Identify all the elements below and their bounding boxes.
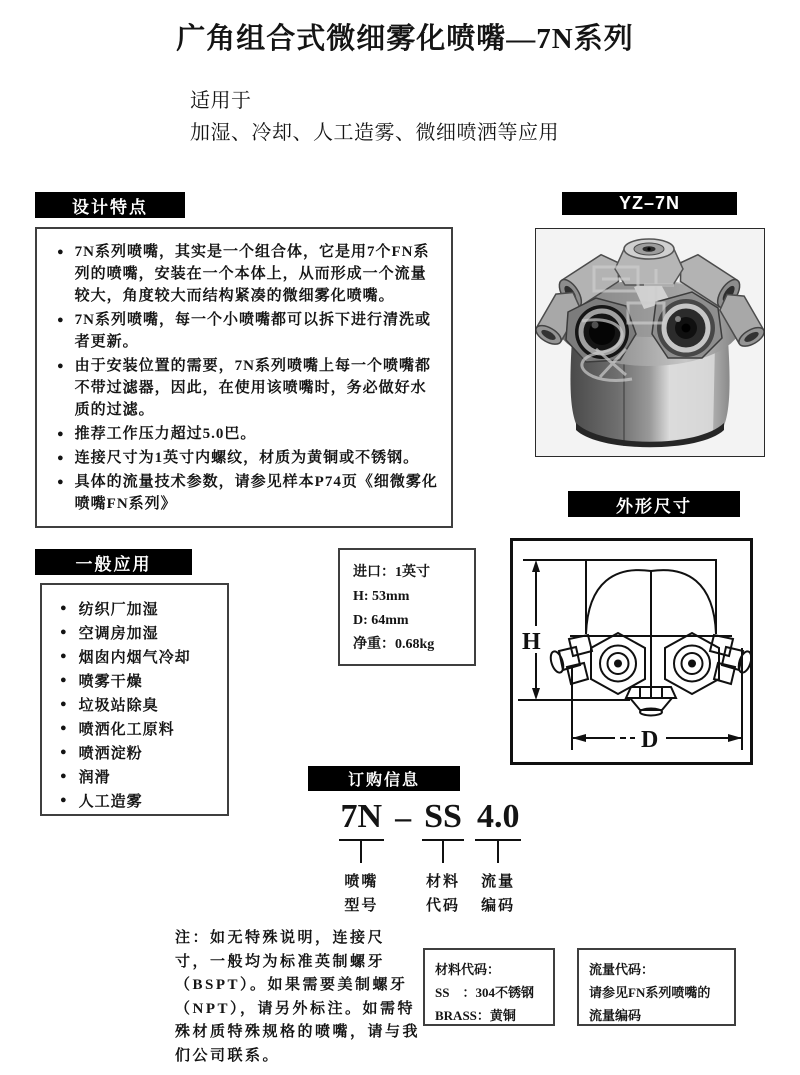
application-text: 空调房加湿 — [78, 625, 159, 642]
section-header-label: 设计特点 — [72, 197, 148, 217]
application-item — [60, 788, 227, 812]
footnote-line: （BSPT）。如果需要美制螺牙 — [175, 977, 408, 993]
ordering-code-part-material — [422, 800, 464, 918]
application-item — [60, 740, 227, 764]
applicability-heading: 适用于 — [190, 90, 252, 112]
application-text: 润滑 — [78, 769, 111, 786]
code-model-label — [339, 870, 385, 918]
flow-codes-title: 流量代码： — [589, 962, 655, 977]
spec-weight: 净重：0.68kg — [353, 637, 435, 652]
flow-codes-box — [577, 948, 736, 1026]
code-flow: 4.0 — [475, 800, 522, 841]
spec-diameter: D: 64mm — [353, 613, 409, 628]
application-text: 喷洒淀粉 — [78, 745, 143, 762]
footnote-line: 注：如无特殊说明，连接尺 — [175, 930, 386, 946]
material-code-ss: SS ：304不锈钢 — [435, 985, 534, 1000]
bullet-icon: ● — [57, 428, 64, 440]
bullet-icon: ● — [60, 674, 67, 686]
feature-item — [57, 447, 441, 469]
application-text: 烟囱内烟气冷却 — [78, 649, 191, 666]
feature-item — [57, 309, 441, 353]
feature-item — [57, 423, 441, 445]
code-model: 7N — [339, 800, 385, 841]
dimension-drawing — [510, 538, 753, 765]
label-line: 代码 — [426, 898, 461, 914]
h-dimension-label: H — [522, 629, 541, 655]
section-header-dimensions — [568, 491, 740, 517]
connector-line — [360, 841, 362, 863]
section-header-label: 外形尺寸 — [616, 496, 692, 516]
material-codes-box — [423, 948, 555, 1026]
applications-box — [40, 583, 229, 816]
feature-item — [57, 471, 441, 515]
footnote-line: 们公司联系。 — [175, 1047, 281, 1064]
feature-text: 推荐工作压力超过5.0巴。 — [74, 426, 257, 442]
feature-text: 连接尺寸为1英寸内螺纹，材质为黄铜或不锈钢。 — [74, 450, 420, 466]
dimension-diagram — [513, 541, 750, 762]
material-codes-title: 材料代码： — [435, 962, 501, 977]
d-dimension-label: D — [641, 727, 659, 753]
code-material-label — [422, 870, 464, 918]
section-header-label: 订购信息 — [347, 772, 420, 789]
bullet-icon: ● — [57, 360, 64, 372]
section-header-design-features — [35, 192, 185, 218]
application-text: 喷雾干燥 — [78, 673, 143, 690]
ordering-code — [327, 800, 533, 918]
bullet-icon: ● — [60, 770, 67, 782]
feature-text: 7N系列喷嘴，其实是一个组合体，它是用7个FN系列的喷嘴，安装在一个本体上，从而形成一个流量较大，角度较大而结构紧凑的微细雾化喷嘴。 — [74, 244, 430, 304]
spec-box — [338, 548, 476, 666]
application-item — [60, 692, 227, 716]
section-header-label: 一般应用 — [75, 554, 152, 574]
application-text: 垃圾站除臭 — [78, 697, 159, 714]
code-flow-label — [475, 870, 522, 918]
bullet-icon: ● — [60, 602, 67, 614]
feature-item — [57, 355, 441, 421]
application-text: 人工造雾 — [78, 793, 143, 810]
label-line: 流量 — [481, 874, 516, 890]
code-material: SS — [422, 800, 464, 841]
connector-line — [497, 841, 499, 863]
bullet-icon: ● — [60, 650, 67, 662]
application-item — [60, 764, 227, 788]
ordering-code-part-model — [339, 800, 385, 918]
label-line: 编码 — [481, 898, 516, 914]
page-title: 广角组合式微细雾化喷嘴—7N系列 — [176, 23, 634, 55]
application-text: 纺织厂加湿 — [78, 601, 159, 618]
flow-codes-text: 流量编码 — [589, 1008, 642, 1023]
application-item — [60, 716, 227, 740]
bullet-icon: ● — [60, 746, 67, 758]
spec-inlet: 进口：1英寸 — [353, 565, 430, 580]
section-header-model — [562, 192, 737, 215]
bullet-icon: ● — [57, 314, 64, 326]
connector-line — [442, 841, 444, 863]
section-header-applications — [35, 549, 192, 575]
label-line: 喷嘴 — [344, 874, 379, 890]
bullet-icon: ● — [60, 794, 67, 806]
product-photo — [535, 228, 765, 457]
label-line: 型号 — [344, 898, 379, 914]
section-header-ordering — [308, 766, 460, 791]
spec-height: H: 53mm — [353, 589, 410, 604]
footnote-line: 寸，一般均为标准英制螺牙 — [175, 953, 386, 970]
footnote — [175, 927, 429, 1068]
ordering-code-part-flow — [475, 800, 522, 918]
bullet-icon: ● — [60, 698, 67, 710]
feature-item — [57, 241, 441, 307]
model-label: YZ–7N — [618, 193, 681, 213]
application-text: 喷洒化工原料 — [78, 721, 175, 738]
bullet-icon: ● — [57, 476, 64, 488]
feature-text: 7N系列喷嘴，每一个小喷嘴都可以拆下进行清洗或者更新。 — [74, 312, 431, 350]
application-item — [60, 596, 227, 620]
nozzle-photo-illustration — [536, 229, 764, 456]
flow-codes-text: 请参见FN系列喷嘴的 — [589, 985, 711, 1000]
bullet-icon: ● — [60, 722, 67, 734]
label-line: 材料 — [426, 874, 461, 890]
applicability-text: 加湿、冷却、人工造雾、微细喷洒等应用 — [190, 122, 559, 144]
application-item — [60, 668, 227, 692]
code-separator: – — [395, 799, 412, 835]
feature-text: 由于安装位置的需要，7N系列喷嘴上每一个喷嘴都不带过滤器，因此，在使用该喷嘴时，务必做好水质的过滤。 — [74, 358, 431, 418]
footnote-line: 殊材质特殊规格的喷嘴，请与我 — [175, 1024, 421, 1040]
feature-text: 具体的流量技术参数，请参见样本P74页《细微雾化喷嘴FN系列》 — [74, 474, 438, 512]
bullet-icon: ● — [57, 246, 64, 258]
application-item — [60, 620, 227, 644]
design-features-box — [35, 227, 453, 528]
application-item — [60, 644, 227, 668]
footnote-line: （NPT），请另外标注。如需特 — [175, 1000, 416, 1017]
material-code-brass: BRASS：黄铜 — [435, 1008, 516, 1023]
bullet-icon: ● — [60, 626, 67, 638]
bullet-icon: ● — [57, 452, 64, 464]
